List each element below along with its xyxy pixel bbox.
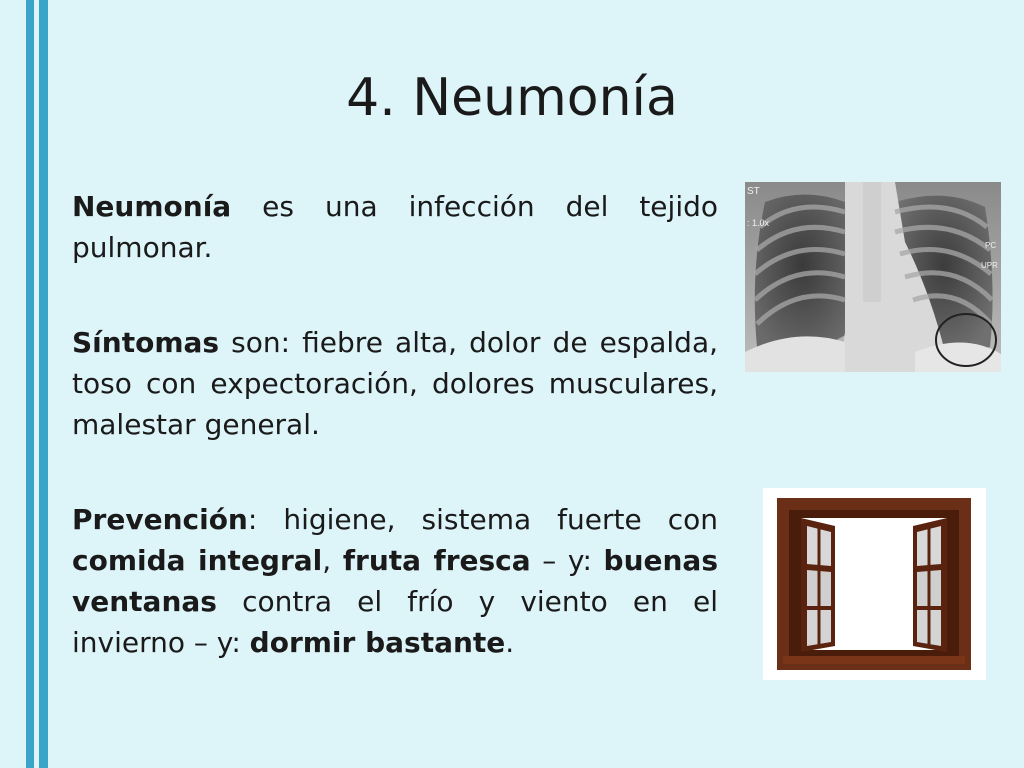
term-dormir-bastante: dormir bastante (249, 626, 506, 659)
left-accent-bar-inner (39, 0, 48, 768)
prevention-text-5: . (505, 626, 515, 659)
slide-body (72, 186, 718, 717)
prevention-text-1: : higiene, sistema fuerte con (247, 503, 718, 536)
prevention-text-2: , (322, 544, 343, 577)
xray-label-upr: UPR (981, 261, 998, 270)
term-comida-integral: comida integral (72, 544, 323, 577)
left-accent-bar-outer (26, 0, 34, 768)
xray-label-zoom: : 1.0x (747, 218, 770, 228)
xray-label-st: ST (747, 186, 760, 197)
xray-label-pc: PC (985, 241, 997, 250)
open-window-image (763, 488, 986, 680)
term-sintomas: Síntomas (72, 326, 220, 359)
definition-text: es una infección del tejido pulmonar. (72, 190, 718, 264)
chest-xray-image (745, 182, 1001, 372)
prevention-text-3: – y: (530, 544, 604, 577)
prevention-text-4: contra el frío y viento en el invierno – y: (72, 585, 718, 659)
term-fruta-fresca: fruta fresca (342, 544, 531, 577)
term-prevencion: Prevención (72, 503, 248, 536)
term-buenas-ventanas: buenas ventanas (72, 544, 718, 618)
term-neumonia: Neumonía (72, 190, 232, 223)
paragraph-definition (72, 186, 718, 268)
slide-title: 4. Neumonía (346, 68, 678, 128)
symptoms-text: son: fiebre alta, dolor de espalda, toso con expectoración, dolores musculares, malestar general. (72, 326, 718, 441)
paragraph-prevention (72, 499, 718, 663)
paragraph-symptoms (72, 322, 718, 445)
